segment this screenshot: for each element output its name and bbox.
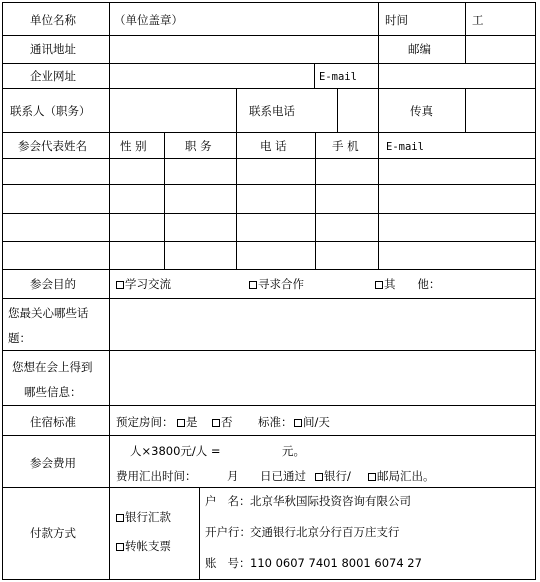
grid-line: [2, 350, 536, 351]
registration-form: [2, 2, 536, 580]
checkbox-icon: [375, 281, 383, 289]
checkbox-icon: [368, 473, 376, 481]
address-label: 通讯地址: [30, 42, 76, 56]
grid-line: [2, 213, 536, 214]
payment-option-transfer-check[interactable]: 转帐支票: [116, 539, 171, 553]
checkbox-icon: [294, 419, 302, 427]
lodging-per-day-option[interactable]: 间/天: [294, 415, 330, 429]
payment-option-bank-draft[interactable]: 银行汇款: [116, 510, 171, 524]
fee-amount-text: 人×3800元/人 =: [130, 444, 221, 458]
info-label-line1: 您想在会上得到: [12, 360, 93, 374]
grid-line: [465, 88, 466, 132]
time-partial-text: 工: [472, 13, 484, 27]
grid-line: [2, 2, 536, 3]
grid-line: [2, 88, 536, 89]
purpose-option-cooperation[interactable]: 寻求合作: [249, 277, 304, 291]
grid-line: [2, 579, 536, 580]
grid-line: [2, 405, 536, 406]
grid-line: [2, 35, 536, 36]
purpose-option-study[interactable]: 学习交流: [116, 277, 171, 291]
fee-label: 参会费用: [30, 456, 76, 470]
grid-line: [465, 2, 466, 63]
checkbox-icon: [212, 419, 220, 427]
grid-line: [2, 435, 536, 436]
delegate-name-header: 参会代表姓名: [18, 139, 87, 153]
postcode-label: 邮编: [408, 42, 431, 56]
fee-day-label: 日已通过: [260, 469, 306, 483]
phone-header: 电 话: [260, 139, 287, 153]
lodging-reserve-label: 预定房间：: [116, 415, 174, 429]
unit-name-label: 单位名称: [30, 13, 76, 27]
lodging-option-no[interactable]: 否: [212, 415, 233, 429]
grid-line: [2, 487, 536, 488]
lodging-standard-label: 标准：: [258, 415, 293, 429]
purpose-label: 参会目的: [30, 277, 76, 291]
fax-label: 传真: [410, 104, 433, 118]
contact-label: 联系人（职务）: [10, 104, 91, 118]
account-number-value: 110 0607 7401 8001 6074 27: [250, 556, 422, 570]
checkbox-icon: [116, 281, 124, 289]
topics-label-line1: 您最关心哪些话: [8, 306, 89, 320]
unit-name-hint: （单位盖章）: [114, 13, 183, 27]
account-name-value: 北京华秋国际投资咨询有限公司: [250, 494, 411, 508]
grid-line: [314, 63, 315, 88]
grid-line: [2, 63, 536, 64]
grid-line: [378, 2, 379, 88]
grid-line: [535, 2, 536, 580]
grid-line: [2, 184, 536, 185]
checkbox-icon: [116, 514, 124, 522]
time-label: 时间: [385, 13, 408, 27]
grid-line: [2, 158, 536, 159]
fee-bank-option[interactable]: 银行/: [315, 469, 351, 483]
checkbox-icon: [315, 473, 323, 481]
grid-line: [236, 88, 237, 132]
email-label: E-mail: [319, 71, 357, 83]
delegate-email-header: E-mail: [386, 141, 424, 153]
gender-header: 性 别: [120, 139, 147, 153]
fee-amount-unit: 元。: [282, 444, 305, 458]
grid-line: [2, 241, 536, 242]
checkbox-icon: [249, 281, 257, 289]
account-name-label: 户 名：: [205, 494, 251, 508]
mobile-header: 手 机: [332, 139, 359, 153]
website-label: 企业网址: [30, 69, 76, 83]
fee-month-label: 月: [227, 469, 239, 483]
grid-line: [378, 132, 379, 269]
grid-line: [2, 269, 536, 270]
grid-line: [164, 132, 165, 269]
grid-line: [378, 88, 379, 132]
topics-label-line2: 题：: [8, 331, 31, 345]
grid-line: [2, 2, 3, 580]
grid-line: [2, 132, 536, 133]
grid-line: [2, 298, 536, 299]
phone-label: 联系电话: [249, 104, 295, 118]
grid-line: [236, 132, 237, 269]
checkbox-icon: [177, 419, 185, 427]
grid-line: [109, 2, 110, 580]
lodging-option-yes[interactable]: 是: [177, 415, 198, 429]
account-number-label: 账 号：: [205, 556, 251, 570]
checkbox-icon: [116, 543, 124, 551]
position-header: 职 务: [185, 139, 212, 153]
bank-value: 交通银行北京分行百万庄支行: [250, 525, 400, 539]
fee-remit-time-label: 费用汇出时间：: [116, 469, 197, 483]
lodging-label: 住宿标准: [30, 415, 76, 429]
bank-label: 开户行：: [205, 525, 251, 539]
info-label-line2: 哪些信息：: [24, 385, 82, 399]
payment-label: 付款方式: [30, 526, 76, 540]
purpose-option-other[interactable]: 其 他：: [375, 277, 440, 291]
fee-post-option[interactable]: 邮局汇出。: [368, 469, 435, 483]
grid-line: [199, 487, 200, 579]
grid-line: [337, 88, 338, 132]
grid-line: [315, 132, 316, 269]
